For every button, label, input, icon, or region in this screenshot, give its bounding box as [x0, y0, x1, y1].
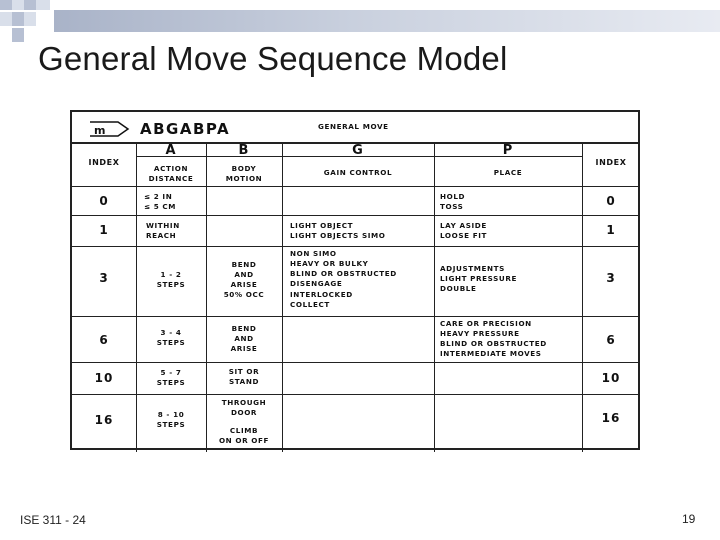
decorative-square [12, 0, 24, 10]
action-distance-cell: STEPS [156, 420, 186, 429]
body-motion-cell: THROUGH [221, 398, 267, 407]
footer-course-label: ISE 311 - 24 [20, 513, 86, 527]
body-motion-cell: AND [234, 270, 254, 279]
action-distance-cell: 5 - 7 [160, 368, 182, 377]
body-motion-cell: ARISE [230, 280, 258, 289]
gain-control-cell: BLIND OR OBSTRUCTED [290, 269, 397, 278]
row-index: 3 [99, 271, 109, 285]
card-title: GENERAL MOVE [318, 122, 389, 131]
action-distance-header: DISTANCE [148, 174, 194, 183]
row-index-right: 3 [606, 271, 616, 285]
decorative-square [0, 0, 12, 10]
body-motion-cell: 50% OCC [223, 290, 265, 299]
grid-line [72, 394, 640, 395]
sequence-brand: ABGABPA [140, 120, 231, 138]
header-band [54, 10, 720, 32]
decorative-square [12, 28, 24, 42]
row-index: 16 [94, 413, 114, 427]
action-distance-header: ACTION [153, 164, 189, 173]
body-motion-cell: SIT OR [228, 367, 260, 376]
body-motion-cell: CLIMB [229, 426, 259, 435]
index-header-left: INDEX [88, 158, 120, 167]
decorative-square [24, 0, 36, 10]
gain-control-cell: LIGHT OBJECT [290, 221, 354, 230]
body-motion-cell: DOOR [230, 408, 258, 417]
place-cell: INTERMEDIATE MOVES [440, 349, 542, 358]
decorative-square [0, 12, 12, 26]
decorative-square [12, 12, 24, 26]
grid-line [72, 186, 640, 187]
row-index-right: 1 [606, 223, 616, 237]
action-distance-cell: 8 - 10 [157, 410, 185, 419]
row-index-right: 16 [601, 411, 621, 425]
place-cell: LAY ASIDE [440, 221, 487, 230]
grid-line [434, 142, 435, 452]
row-index: 0 [99, 194, 109, 208]
body-motion-cell: AND [234, 334, 254, 343]
action-distance-cell: 3 - 4 [160, 328, 182, 337]
letter-p: P [502, 143, 514, 158]
place-cell: CARE OR PRECISION [440, 319, 532, 328]
action-distance-cell: STEPS [156, 378, 186, 387]
letter-a: A [165, 143, 177, 158]
place-cell: DOUBLE [440, 284, 477, 293]
body-motion-cell: BEND [231, 260, 257, 269]
svg-text:m: m [94, 124, 106, 137]
gain-control-cell: LIGHT OBJECTS SIMO [290, 231, 386, 240]
gain-control-header: GAIN CONTROL [323, 168, 393, 177]
gain-control-cell: COLLECT [290, 300, 330, 309]
action-distance-cell: STEPS [156, 280, 186, 289]
row-index: 10 [94, 371, 114, 385]
place-cell: TOSS [440, 202, 464, 211]
place-cell: LIGHT PRESSURE [440, 274, 517, 283]
grid-line [72, 215, 640, 216]
body-motion-cell: ON OR OFF [218, 436, 270, 445]
gain-control-cell: INTERLOCKED [290, 290, 353, 299]
action-distance-cell: ≤ 2 IN [144, 192, 173, 201]
grid-line [72, 246, 640, 247]
gain-control-cell: DISENGAGE [290, 279, 343, 288]
place-cell: HEAVY PRESSURE [440, 329, 520, 338]
grid-line [72, 316, 640, 317]
decorative-square [24, 12, 36, 26]
body-motion-header: MOTION [225, 174, 263, 183]
place-cell: ADJUSTMENTS [440, 264, 505, 273]
letter-g: G [352, 143, 364, 158]
page-number: 19 [682, 512, 696, 526]
place-header: PLACE [493, 168, 523, 177]
place-cell: HOLD [440, 192, 466, 201]
grid-line [582, 142, 583, 452]
action-distance-cell: STEPS [156, 338, 186, 347]
action-distance-cell: 1 - 2 [160, 270, 182, 279]
decorative-square [36, 0, 50, 10]
body-motion-cell: STAND [228, 377, 260, 386]
grid-line [282, 142, 283, 452]
general-move-card [70, 110, 640, 450]
place-cell: LOOSE FIT [440, 231, 488, 240]
mtm-logo-icon [88, 118, 132, 140]
row-index: 6 [99, 333, 109, 347]
action-distance-cell: REACH [146, 231, 177, 240]
letter-b: B [238, 143, 250, 158]
grid-line [136, 142, 137, 452]
grid-line [72, 362, 640, 363]
row-index-right: 6 [606, 333, 616, 347]
gain-control-cell: HEAVY OR BULKY [290, 259, 369, 268]
place-cell: BLIND OR OBSTRUCTED [440, 339, 547, 348]
slide-title: General Move Sequence Model [38, 40, 508, 77]
row-index: 1 [99, 223, 109, 237]
action-distance-cell: WITHIN [146, 221, 180, 230]
body-motion-cell: BEND [231, 324, 257, 333]
row-index-right: 10 [601, 371, 621, 385]
body-motion-cell: ARISE [230, 344, 258, 353]
row-index-right: 0 [606, 194, 616, 208]
body-motion-header: BODY [231, 164, 257, 173]
gain-control-cell: NON SIMO [290, 249, 337, 258]
index-header-right: INDEX [595, 158, 627, 167]
action-distance-cell: ≤ 5 CM [144, 202, 177, 211]
